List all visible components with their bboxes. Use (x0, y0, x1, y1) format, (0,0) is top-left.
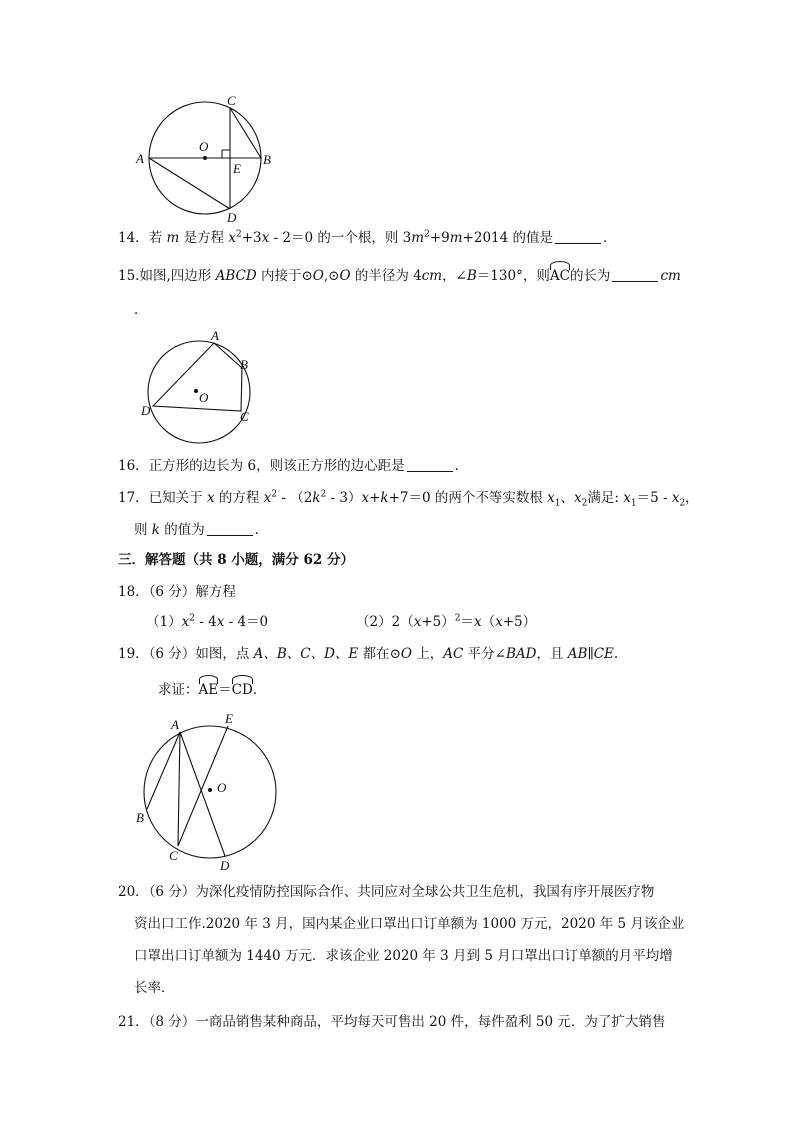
segment-cb (230, 108, 261, 158)
center-dot (208, 788, 212, 792)
label-d: D (227, 210, 237, 225)
problem-18-part2: $(2)2(x+5)^2=x(x+5)$ (356, 613, 537, 630)
figure-q15 (138, 330, 268, 450)
problem-18-part1: $(1)x^2 - 4x - 4=0$ (146, 613, 269, 630)
label-o: O (199, 139, 209, 154)
section-heading-3: 三．解答题（共 8 小题，满分 62 分） (118, 552, 354, 568)
problem-15: 15.如图,四边形 ABCD 内接于⊙O,⊙O 的半径为 4cm，∠B＝130°，则AC的长为 cm (118, 268, 681, 284)
problem-20-line2: 资出口工作.2020 年 3 月，国内某企业口罩出口订单额为 1000 万元，2020 年 5 月该企业 (134, 916, 685, 932)
label-c: C (227, 93, 236, 108)
problem-21: 21．（8 分）一商品销售某种商品，平均每天可售出 20 件，每件盈利 50 元．为了扩大销售 (118, 1014, 666, 1030)
answer-blank-17[interactable] (207, 521, 253, 536)
arc-cd: CD (231, 682, 253, 698)
answer-blank-15[interactable] (612, 267, 658, 282)
label-a: A (211, 330, 219, 343)
label-e: E (225, 711, 233, 726)
segment-ac (178, 732, 180, 846)
answer-blank-16[interactable] (407, 457, 453, 472)
problem-20: 20．（6 分）为深化疫情防控国际合作、共同应对全球公共卫生危机，我国有序开展医疗物 (118, 884, 655, 900)
problem-20-line3: 口罩出口订单额为 1440 万元．求该企业 2020 年 3 月到 5 月口罩出口订单额的月平均增 (134, 948, 673, 964)
label-e: E (233, 161, 241, 176)
label-d: D (141, 403, 151, 418)
label-c: C (169, 848, 178, 863)
problem-16: 16．正方形的边长为 6，则该正方形的边心距是 ． (118, 458, 469, 474)
label-a: A (136, 151, 144, 166)
figure-q19 (132, 710, 282, 876)
arc-ae: AE (198, 682, 219, 698)
center-dot (194, 389, 198, 393)
label-o: O (217, 780, 227, 795)
segment-ad (149, 158, 230, 209)
problem-19: 19．（6 分）如图，点 A、B、C、D、E 都在⊙O 上，AC 平分∠BAD，且 AB∥CE. (118, 646, 619, 662)
answer-blank-14[interactable] (555, 229, 601, 244)
problem-17: 17．已知关于 x 的方程 $x^2 - (2k^2 - 3)x+k+7=0$ 的两个不等实数根 $x_1$、$x_2$满足: $x_1=5 - x_2$， (118, 489, 699, 509)
segment-ab (147, 732, 180, 809)
problem-19-proof: 求证：AE＝CD. (158, 682, 258, 698)
center-dot (203, 156, 207, 160)
problem-20-line4: 长率． (134, 980, 175, 996)
label-b: B (263, 152, 271, 167)
problem-14: 14．若 m 是方程 $x^2+3x - 2=0$ 的一个根，则 $3m^2+9m+2014$ 的值是 ． (118, 229, 617, 246)
label-d: D (220, 858, 230, 873)
problem-18: 18．（6 分）解方程 (118, 584, 236, 600)
label-o: O (199, 390, 209, 405)
label-b: B (136, 810, 144, 825)
problem-15-tail: ． (134, 302, 148, 318)
arc-ac: AC (549, 268, 570, 284)
right-angle-mark (222, 150, 230, 158)
label-b: B (240, 357, 248, 372)
problem-17-line2: 则 k 的值为 ． (134, 522, 269, 538)
label-c: C (240, 409, 249, 424)
label-a: A (171, 717, 179, 732)
figure-q13 (130, 92, 280, 226)
